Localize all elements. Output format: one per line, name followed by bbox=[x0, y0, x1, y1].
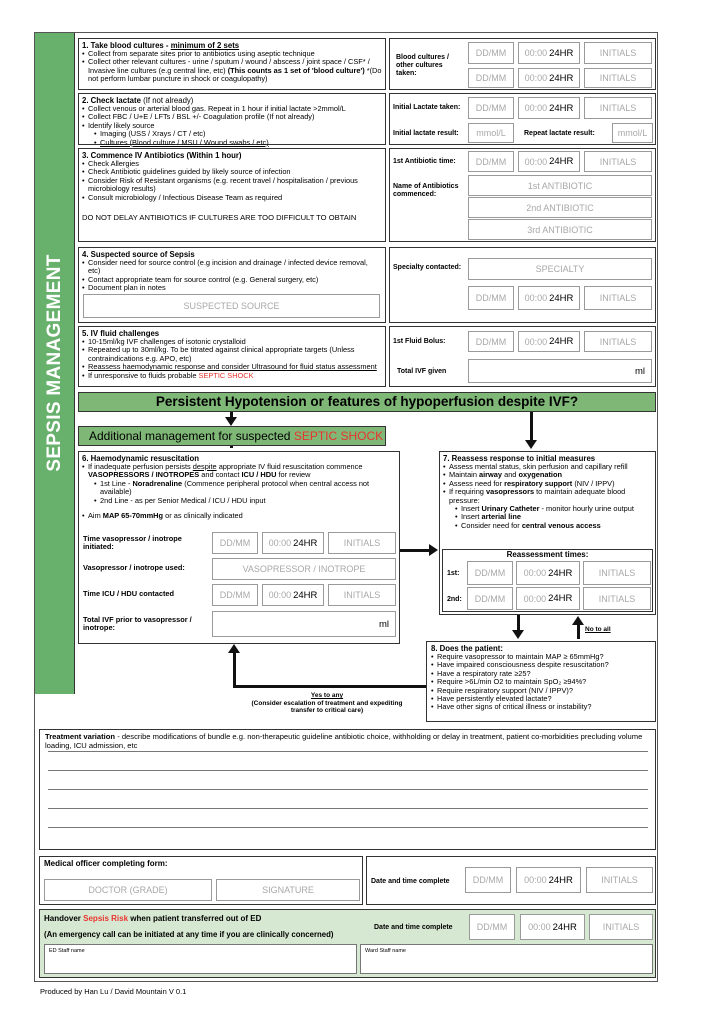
field-label: Date and time complete bbox=[371, 878, 450, 885]
section-7 bbox=[439, 451, 656, 615]
list-item: • Contact appropriate team for source control (e.g. General surgery, etc) bbox=[82, 276, 382, 284]
writing-line bbox=[48, 808, 648, 809]
list-item: • Collect from separate sites prior to antibiotics using aseptic technique bbox=[82, 50, 382, 58]
section-title-emph: minimum of 2 sets bbox=[170, 41, 240, 50]
date-field[interactable]: DD/MM bbox=[468, 286, 514, 310]
section-3-record bbox=[389, 148, 656, 242]
ward-staff-field[interactable]: Ward Staff name bbox=[360, 944, 653, 974]
list-item: • Have impaired consciousness despite resuscitation? bbox=[431, 661, 651, 669]
field-label: Date and time complete bbox=[374, 924, 453, 931]
section-2-record bbox=[389, 93, 656, 145]
hypotension-banner: Persistent Hypotension or features of hypoperfusion despite IVF? bbox=[78, 392, 656, 412]
medical-officer-title: Medical officer completing form: bbox=[44, 859, 168, 868]
writing-line bbox=[48, 770, 648, 771]
list-item: • Require >6L/min O2 to maintain SpO₂ ≥94%? bbox=[431, 678, 651, 686]
list-item: • Consider need for source control (e.g incision and drainage / infected device removal, etc) bbox=[82, 259, 382, 276]
section-title: 2. Check lactate bbox=[82, 96, 141, 105]
date-field[interactable]: DD/MM bbox=[469, 914, 515, 940]
warning-note: DO NOT DELAY ANTIBIOTICS IF CULTURES ARE TOO DIFFICULT TO OBTAIN bbox=[82, 213, 357, 223]
repeat-lactate-field[interactable]: mmol/L bbox=[612, 123, 653, 143]
time-field[interactable]: 00:00 24HR bbox=[262, 532, 324, 554]
list-item: • Repeated up to 30ml/kg. To be titrated against clinical appropriate targets (Unless contraindications e.g. APO, etc) bbox=[82, 346, 382, 363]
signature-field[interactable]: SIGNATURE bbox=[216, 879, 360, 901]
total-ivf-prior-field[interactable]: ml bbox=[212, 611, 396, 637]
section-title: 3. Commence IV Antibiotics (Within 1 hour) bbox=[82, 151, 242, 160]
sidebar bbox=[35, 33, 75, 694]
arrow-head bbox=[525, 440, 537, 449]
reassessment-title: Reassessment times: bbox=[506, 550, 589, 559]
field-label: Name of Antibiotics commenced: bbox=[393, 183, 459, 198]
initials-field[interactable]: INITIALS bbox=[584, 97, 652, 119]
handover-panel bbox=[39, 909, 656, 978]
list-item: • If unresponsive to fluids probable SEPTIC SHOCK bbox=[82, 372, 382, 380]
section-2: 2. Check lactate (If not already) • Collect venous or arterial blood gas. Repeat in 1 hour if initial lactate >2mmol/L • Collect FBC / U+E / LFTs / BSL +/- Coagulation profile (If not already) • Identify likely source • Imaging (USS / Xrays / CT / etc) • Cultures (Blood culture / MSU / Wound swabs / etc) bbox=[78, 93, 386, 145]
arrow-line bbox=[230, 446, 233, 448]
time-field[interactable]: 00:00 24HR bbox=[518, 286, 580, 310]
yes-to-any-label: Yes to any (Consider escalation of treatment and expediting transfer to critical care) bbox=[251, 692, 403, 714]
sidebar-title: SEPSIS MANAGEMENT bbox=[44, 254, 65, 472]
initials-field[interactable]: INITIALS bbox=[584, 151, 652, 172]
date-field[interactable]: DD/MM bbox=[467, 561, 513, 585]
section-title: 1. Take blood cultures - bbox=[82, 41, 169, 50]
arrow-line bbox=[400, 549, 430, 552]
list-item: • Cultures (Blood culture / MSU / Wound swabs / etc) bbox=[82, 139, 382, 147]
list-item: • Insert arterial line bbox=[443, 513, 652, 521]
date-field[interactable]: DD/MM bbox=[468, 331, 514, 352]
list-item: • Collect FBC / U+E / LFTs / BSL +/- Coagulation profile (If not already) bbox=[82, 113, 382, 121]
initials-field[interactable]: INITIALS bbox=[328, 532, 396, 554]
writing-line bbox=[48, 751, 648, 752]
section-1 bbox=[78, 38, 386, 90]
field-label: Time ICU / HDU contacted bbox=[83, 589, 175, 598]
time-field[interactable]: 00:00 24HR bbox=[516, 561, 580, 585]
section-6 bbox=[78, 451, 400, 644]
time-field[interactable]: 00:00 24HR bbox=[516, 587, 580, 610]
arrow-head bbox=[228, 644, 240, 653]
time-field[interactable]: 00:00 24HR bbox=[518, 42, 580, 64]
section-4 bbox=[78, 247, 386, 323]
initials-field[interactable]: INITIALS bbox=[584, 42, 652, 64]
initials-field[interactable]: INITIALS bbox=[584, 286, 652, 310]
field-label: Total IVF prior to vasopressor / inotrope: bbox=[83, 615, 192, 632]
list-item: • Consider Risk of Resistant organisms (e.g. recent travel / hospitalisation / previous microbiology results) bbox=[82, 177, 382, 194]
list-item: • Collect venous or arterial blood gas. Repeat in 1 hour if initial lactate >2mmol/L bbox=[82, 105, 382, 113]
section-title: 8. Does the patient: bbox=[431, 644, 503, 653]
field-label: Initial Lactate taken: bbox=[393, 104, 461, 111]
arrow-line bbox=[577, 623, 580, 639]
footer-credit: Produced by Han Lu / David Mountain V 0.1 bbox=[40, 987, 187, 996]
handover-title: Handover Sepsis Risk when patient transferred out of ED bbox=[44, 914, 262, 923]
field-label: Time vasopressor / inotrope initiated: bbox=[83, 534, 182, 551]
date-field[interactable]: DD/MM bbox=[468, 68, 514, 88]
time-field[interactable]: 00:00 24HR bbox=[262, 584, 324, 606]
field-label: 2nd: bbox=[447, 596, 462, 603]
date-field[interactable]: DD/MM bbox=[468, 151, 514, 172]
arrow-line bbox=[530, 412, 533, 441]
list-item: • Have other signs of critical illness or instability? bbox=[431, 703, 651, 711]
list-item: • Have a respiratory rate ≥25? bbox=[431, 670, 651, 678]
date-field[interactable]: DD/MM bbox=[212, 532, 258, 554]
no-to-all-label: No to all bbox=[585, 626, 611, 633]
list-item: • Assess need for respiratory support (NIV / IPPV) bbox=[443, 480, 652, 488]
time-field[interactable]: 00:00 24HR bbox=[518, 97, 580, 119]
field-label: 1st: bbox=[447, 570, 460, 577]
field-label: Blood cultures / other cultures taken: bbox=[396, 54, 449, 77]
treatment-variation: Treatment variation - describe modifications of bundle e.g. non-therapeutic guideline antibiotic choice, withholding or delay in treatment, patient co-morbidities precluding volume loading, ICU admission, etc bbox=[39, 729, 656, 850]
arrow-line bbox=[233, 652, 236, 688]
list-item: • Imaging (USS / Xrays / CT / etc) bbox=[82, 130, 382, 138]
section-8 bbox=[426, 641, 656, 722]
field-label: Initial lactate result: bbox=[393, 130, 459, 137]
ed-staff-field[interactable]: ED Staff name bbox=[44, 944, 357, 974]
section-title: 4. Suspected source of Sepsis bbox=[82, 250, 195, 259]
section-title: 6. Haemodynamic resuscitation bbox=[82, 454, 199, 463]
specialty-field[interactable]: SPECIALTY bbox=[468, 258, 652, 280]
field-label: Total IVF given bbox=[397, 368, 447, 375]
initials-field[interactable]: INITIALS bbox=[328, 584, 396, 606]
time-field[interactable]: 00:00 24HR bbox=[518, 331, 580, 352]
list-item: • Insert Urinary Catheter - monitor hourly urine output bbox=[443, 505, 652, 513]
list-item: • Require respiratory support (NIV / IPPV)? bbox=[431, 687, 651, 695]
list-item: • Document plan in notes bbox=[82, 284, 382, 292]
medical-datetime-panel bbox=[366, 856, 656, 905]
list-item: • 1st Line - Noradrenaline (Commence peripheral protocol when central access not available) bbox=[82, 480, 396, 497]
total-ivf-field[interactable]: ml bbox=[468, 359, 652, 383]
arrow-head bbox=[225, 417, 237, 426]
list-item: • Have persistently elevated lactate? bbox=[431, 695, 651, 703]
suspected-source-field[interactable]: SUSPECTED SOURCE bbox=[83, 294, 380, 318]
date-field[interactable]: DD/MM bbox=[467, 587, 513, 610]
list-item: • Aim MAP 65-70mmHg or as clinically indicated bbox=[82, 512, 396, 520]
section-title: 7. Reassess response to initial measures bbox=[443, 454, 596, 463]
time-field[interactable]: 00:00 24HR bbox=[520, 914, 585, 940]
antibiotic-3-field[interactable]: 3rd ANTIBIOTIC bbox=[468, 219, 652, 240]
arrow-line bbox=[233, 685, 426, 688]
time-field[interactable]: 00:00 24HR bbox=[516, 867, 581, 893]
initials-field[interactable]: INITIALS bbox=[584, 331, 652, 352]
field-label: Repeat lactate result: bbox=[524, 130, 595, 137]
list-item: • Assess mental status, skin perfusion and capillary refill bbox=[443, 463, 652, 471]
lactate-result-field[interactable]: mmol/L bbox=[468, 123, 514, 143]
arrow-head bbox=[572, 616, 584, 625]
list-item: • If inadequate perfusion persists despite appropriate IV fluid resuscitation commence VASOPRESSORS / INOTROPES and contact ICU / HDU for review bbox=[82, 463, 396, 480]
writing-line bbox=[48, 827, 648, 828]
list-item: • If requiring vasopressors to maintain adequate blood pressure: bbox=[443, 488, 652, 505]
list-item: • Collect other relevant cultures - urine / sputum / wound / abscess / joint space / CSF* / Invasive line cultures (e.g central line, etc) (This counts as 1 set of 'blood culture') *(Do not perform lumbar puncture in shock or coagulopathy) bbox=[82, 58, 382, 83]
section-4-record bbox=[389, 247, 656, 323]
list-item: • Reassess haemodynamic response and consider Ultrasound for fluid status assessment bbox=[82, 363, 382, 371]
list-item: • Maintain airway and oxygenation bbox=[443, 471, 652, 479]
arrow-head bbox=[512, 630, 524, 639]
medical-officer-panel bbox=[39, 856, 363, 905]
antibiotic-1-field[interactable]: 1st ANTIBIOTIC bbox=[468, 175, 652, 196]
list-item: • Consult microbiology / Infectious Disease Team as required bbox=[82, 194, 382, 202]
initials-field[interactable]: INITIALS bbox=[586, 867, 653, 893]
field-label: Vasopressor / inotrope used: bbox=[83, 563, 185, 572]
date-field[interactable]: DD/MM bbox=[468, 97, 514, 119]
date-field[interactable]: DD/MM bbox=[465, 867, 511, 893]
initials-field[interactable]: INITIALS bbox=[589, 914, 653, 940]
initials-field[interactable]: INITIALS bbox=[583, 587, 651, 610]
field-label: 1st Antibiotic time: bbox=[393, 158, 456, 165]
doctor-field[interactable]: DOCTOR (GRADE) bbox=[44, 879, 212, 901]
section-5 bbox=[78, 326, 386, 387]
time-field[interactable]: 00:00 24HR bbox=[518, 68, 580, 88]
antibiotic-2-field[interactable]: 2nd ANTIBIOTIC bbox=[468, 197, 652, 218]
handover-note: (An emergency call can be initiated at any time if you are clinically concerned) bbox=[44, 930, 334, 939]
field-label: 1st Fluid Bolus: bbox=[393, 338, 446, 345]
date-field[interactable]: DD/MM bbox=[468, 42, 514, 64]
initials-field[interactable]: INITIALS bbox=[584, 68, 652, 88]
section-1-record bbox=[389, 38, 656, 90]
list-item: • Identify likely source bbox=[82, 122, 382, 130]
field-label: Specialty contacted: bbox=[393, 264, 462, 271]
list-item: • Require vasopressor to maintain MAP ≥ 65mmHg? bbox=[431, 653, 651, 661]
reassessment-panel bbox=[442, 549, 653, 612]
sepsis-form bbox=[34, 32, 658, 982]
section-5-record bbox=[389, 326, 656, 387]
section-3 bbox=[78, 148, 386, 242]
additional-management-banner: Additional management for suspected SEPTIC SHOCK bbox=[78, 426, 386, 446]
vasopressor-field[interactable]: VASOPRESSOR / INOTROPE bbox=[212, 558, 396, 580]
list-item: • Consider need for central venous access bbox=[443, 522, 652, 530]
list-item: • Check Antibiotic guidelines guided by likely source of infection bbox=[82, 168, 382, 176]
arrow-head bbox=[429, 544, 438, 556]
section-title: 5. IV fluid challenges bbox=[82, 329, 160, 338]
list-item: • 10-15ml/kg IVF challenges of isotonic crystalloid bbox=[82, 338, 382, 346]
date-field[interactable]: DD/MM bbox=[212, 584, 258, 606]
list-item: • Check Allergies bbox=[82, 160, 382, 168]
initials-field[interactable]: INITIALS bbox=[583, 561, 651, 585]
list-item: • 2nd Line - as per Senior Medical / ICU / HDU input bbox=[82, 497, 396, 505]
time-field[interactable]: 00:00 24HR bbox=[518, 151, 580, 172]
arrow-line bbox=[517, 615, 520, 631]
writing-line bbox=[48, 789, 648, 790]
